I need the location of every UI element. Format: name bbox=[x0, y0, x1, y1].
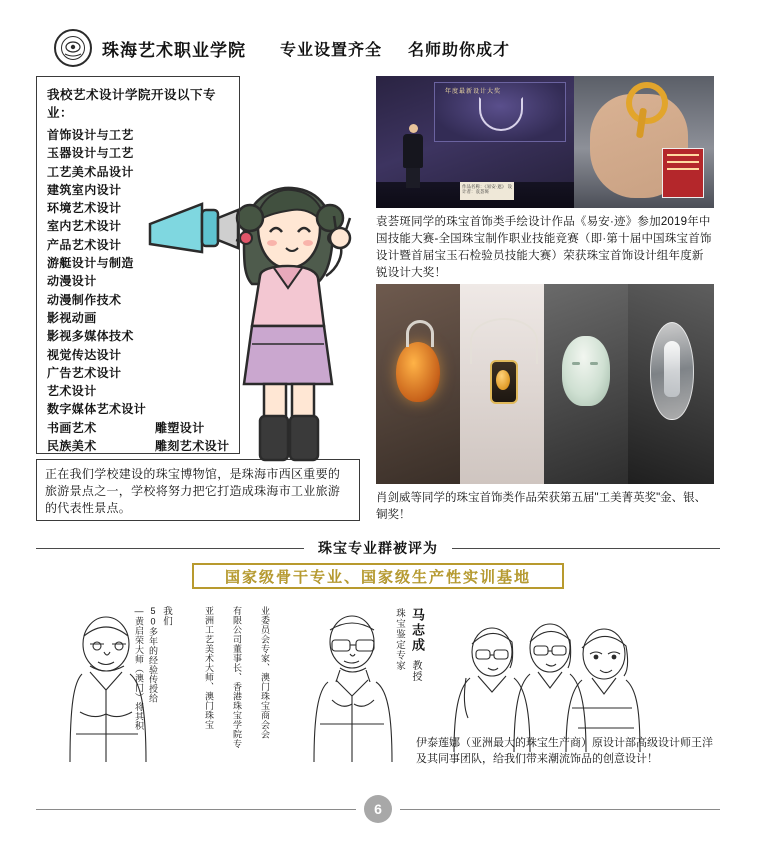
portrait-teacher-2 bbox=[306, 604, 426, 764]
portrait-2-title: 教授 bbox=[410, 660, 421, 682]
school-emblem-icon bbox=[54, 29, 92, 67]
jade-buddha-carving-photo bbox=[544, 284, 628, 484]
stage-screen bbox=[434, 82, 566, 142]
list-item: 影视动画 bbox=[47, 310, 97, 325]
majors-list-box bbox=[36, 76, 240, 454]
list-item-label-secondary: 雕塑设计 bbox=[155, 420, 205, 435]
caption-designers: 伊泰莲娜（亚洲最大的珠宝生产商）原设计部高级设计师王洋及其同事团队，给我们带来潮流饰品的创意设计！ bbox=[416, 737, 713, 765]
gemstone-necklace-photo bbox=[460, 284, 544, 484]
portrait-sketch-3 bbox=[452, 604, 642, 754]
caption-jewelry-award: 肖剑威等同学的珠宝首饰类作品荣获第五届"工美菁英奖"金、银、铜奖！ bbox=[376, 492, 707, 521]
portrait-1-text-col-0: 我们 bbox=[161, 606, 172, 626]
list-item: 首饰设计与工艺 bbox=[47, 128, 134, 142]
list-item bbox=[47, 437, 239, 455]
museum-note-box: 正在我们学校建设的珠宝博物馆，是珠海市西区重要的旅游景点之一，学校将努力把它打造成珠海市工业旅游的代表性景点。 bbox=[36, 459, 360, 521]
stage-photo-left bbox=[376, 76, 574, 208]
list-item: 室内艺术设计 bbox=[47, 219, 122, 234]
list-item-label: 书画艺术 bbox=[47, 420, 97, 435]
portrait-designers-3 bbox=[452, 604, 642, 754]
portrait-1-text-col-1: 50多年的经验传授给 bbox=[148, 606, 158, 703]
list-item bbox=[47, 419, 239, 437]
majors-title: 我校艺术设计学院开设以下专业： bbox=[47, 88, 217, 120]
list-item-label: 民族美术 bbox=[47, 439, 97, 454]
page-footer bbox=[36, 794, 720, 824]
award-card bbox=[662, 148, 704, 198]
list-item: 环境艺术设计 bbox=[47, 201, 122, 216]
section-divider bbox=[36, 538, 720, 558]
portrait-sketch-2 bbox=[306, 604, 402, 764]
necklace-graphic-icon bbox=[479, 97, 523, 131]
stage-screen-text: 年度最新设计大奖 bbox=[445, 89, 502, 95]
honor-banner bbox=[192, 563, 564, 589]
portrait-2-role: 珠宝鉴定专家 bbox=[394, 608, 405, 671]
caption-competition-award: 袁荟斑同学的珠宝首饰类手绘设计作品《易安·迹》参加2019年中国技能大赛-全国珠宝制作职业技能竞赛（即·第十届中国珠宝首饰设计暨首届宝玉石检验员技能大赛）荣获珠宝首饰设计组年度新锐设计大奖！ bbox=[376, 216, 712, 279]
portrait-2-name: 马志成 bbox=[410, 608, 425, 653]
page-header bbox=[54, 28, 714, 68]
page-number: 6 bbox=[364, 795, 392, 823]
footer-line-right bbox=[400, 809, 720, 810]
list-item-label-secondary: 雕刻艺术设计 bbox=[155, 439, 230, 454]
majors-list bbox=[47, 126, 239, 455]
list-item: 数字媒体艺术设计 bbox=[47, 402, 147, 417]
list-item: 广告艺术设计 bbox=[47, 365, 122, 380]
footer-line-left bbox=[36, 809, 356, 810]
portrait-1-text-col-3b: 业委员会专家、澳门珠宝商会会 bbox=[260, 606, 270, 739]
amber-pendant-photo bbox=[376, 284, 460, 484]
list-item: 视觉传达设计 bbox=[47, 347, 122, 362]
jewelry-works-photo-row bbox=[376, 284, 714, 484]
section-title: 珠宝专业群被评为 bbox=[318, 540, 438, 556]
header-slogan-1: 专业设置齐全 bbox=[280, 41, 383, 59]
portrait-1-text-col-5b: 亚洲工艺美术大师、澳门珠宝 bbox=[204, 606, 214, 730]
list-item: 动漫制作技术 bbox=[47, 292, 122, 307]
crystal-carving-photo bbox=[628, 284, 714, 484]
stage-caption-chip: 作品名称：《易安·遮》 设计者：袁荟斑 bbox=[460, 182, 514, 200]
list-item: 游艇设计与制造 bbox=[47, 256, 134, 271]
school-name: 珠海艺术职业学院 bbox=[102, 40, 246, 60]
divider-line-right bbox=[452, 548, 720, 549]
list-item: 影视多媒体技术 bbox=[47, 329, 134, 344]
portrait-1-text-col-4b: 有限公司董事长、香港珠宝学院专 bbox=[232, 606, 242, 749]
list-item: 艺术设计 bbox=[47, 384, 97, 399]
list-item: 工艺美术品设计 bbox=[47, 164, 134, 179]
stage-presenter bbox=[402, 124, 424, 186]
header-slogan-2: 名师助你成才 bbox=[408, 41, 511, 59]
honor-banner-text: 国家级骨干专业、国家级生产性实训基地 bbox=[225, 566, 531, 587]
list-item: 产品艺术设计 bbox=[47, 237, 122, 252]
jewelry-competition-stage-photo bbox=[376, 76, 714, 208]
portrait-1-text-col-2: —黄启荣大师（澳门）将其积 bbox=[134, 606, 144, 731]
portrait-teacher-1 bbox=[60, 604, 190, 764]
gold-pendant-hand-photo bbox=[574, 76, 714, 208]
divider-line-left bbox=[36, 548, 304, 549]
gold-pendant bbox=[618, 82, 664, 138]
list-item: 动漫设计 bbox=[47, 274, 97, 289]
list-item: 玉器设计与工艺 bbox=[47, 146, 134, 161]
list-item: 建筑室内设计 bbox=[47, 182, 122, 197]
